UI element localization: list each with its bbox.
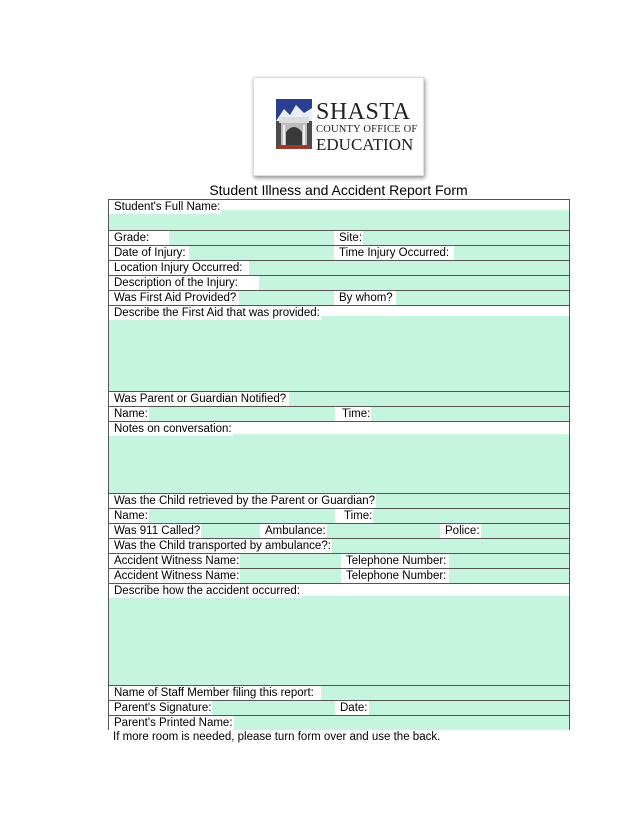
logo-wordmark bbox=[316, 100, 417, 153]
notified-time-input[interactable] bbox=[371, 407, 569, 421]
student-name-label: Student's Full Name: bbox=[109, 200, 221, 214]
witness-2-phone-label: Telephone Number: bbox=[341, 569, 447, 583]
grade-label: Grade: bbox=[109, 231, 150, 245]
parent-signature-input[interactable] bbox=[209, 701, 335, 715]
signature-date-input[interactable] bbox=[369, 701, 569, 715]
police-input[interactable] bbox=[481, 524, 569, 538]
first-aid-input[interactable] bbox=[239, 291, 335, 305]
footer-note: If more room is needed, please turn form over and use the back. bbox=[113, 731, 441, 743]
witness-2-name-input[interactable] bbox=[239, 569, 342, 583]
called-911-input[interactable] bbox=[199, 524, 263, 538]
site-label: Site: bbox=[334, 231, 363, 245]
staff-member-input[interactable] bbox=[321, 686, 569, 700]
child-retrieved-label: Was the Child retrieved by the Parent or Guardian? bbox=[109, 494, 376, 508]
transported-input[interactable] bbox=[331, 539, 569, 553]
by-whom-label: By whom? bbox=[334, 291, 394, 305]
retrieved-name-input[interactable] bbox=[149, 509, 335, 523]
witness-2-phone-input[interactable] bbox=[449, 569, 569, 583]
called-911-label: Was 911 Called? bbox=[109, 524, 201, 538]
location-input[interactable] bbox=[249, 261, 569, 275]
describe-first-aid-textarea[interactable] bbox=[109, 316, 569, 392]
police-label: Police: bbox=[440, 524, 481, 538]
witness-1-phone-label: Telephone Number: bbox=[341, 554, 447, 568]
notes-textarea[interactable] bbox=[109, 434, 569, 494]
time-injury-input[interactable] bbox=[454, 246, 569, 260]
parent-printed-name-label: Parent's Printed Name: bbox=[109, 716, 234, 730]
parent-notified-label: Was Parent or Guardian Notified? bbox=[109, 392, 287, 406]
by-whom-input[interactable] bbox=[396, 291, 569, 305]
notes-label: Notes on conversation: bbox=[109, 422, 233, 436]
notified-name-label: Name: bbox=[109, 407, 149, 421]
date-of-injury-input[interactable] bbox=[189, 246, 335, 260]
parent-notified-input[interactable] bbox=[289, 392, 569, 406]
retrieved-time-input[interactable] bbox=[371, 509, 569, 523]
child-retrieved-input[interactable] bbox=[371, 494, 569, 508]
report-form bbox=[108, 199, 570, 730]
staff-member-label: Name of Staff Member filing this report: bbox=[109, 686, 315, 700]
signature-date-label: Date: bbox=[335, 701, 369, 715]
shasta-building-logo-icon bbox=[276, 99, 312, 149]
site-input[interactable] bbox=[361, 231, 569, 245]
ambulance-input[interactable] bbox=[327, 524, 443, 538]
witness-1-phone-input[interactable] bbox=[449, 554, 569, 568]
location-label: Location Injury Occurred: bbox=[109, 261, 243, 275]
logo-line-3: EDUCATION bbox=[316, 134, 414, 154]
time-injury-label: Time Injury Occurred: bbox=[334, 246, 450, 260]
notified-time-label: Time: bbox=[337, 407, 371, 421]
witness-1-name-label: Accident Witness Name: bbox=[109, 554, 240, 568]
retrieved-time-label: Time: bbox=[339, 509, 373, 523]
ambulance-label: Ambulance: bbox=[260, 524, 327, 538]
logo-line-2: COUNTY OFFICE OF bbox=[316, 124, 418, 135]
notified-name-input[interactable] bbox=[149, 407, 335, 421]
witness-1-name-input[interactable] bbox=[239, 554, 342, 568]
logo-line-1: SHASTA bbox=[316, 99, 411, 125]
parent-printed-name-input[interactable] bbox=[231, 716, 569, 730]
describe-accident-label: Describe how the accident occurred: bbox=[109, 584, 301, 598]
grade-input[interactable] bbox=[169, 231, 335, 245]
describe-accident-textarea[interactable] bbox=[109, 596, 569, 686]
describe-first-aid-label: Describe the First Aid that was provided: bbox=[109, 306, 321, 320]
retrieved-name-label: Name: bbox=[109, 509, 149, 523]
date-of-injury-label: Date of Injury: bbox=[109, 246, 187, 260]
parent-signature-label: Parent's Signature: bbox=[109, 701, 212, 715]
form-title: Student Illness and Accident Report Form bbox=[209, 182, 468, 198]
transported-label: Was the Child transported by ambulance?: bbox=[109, 539, 332, 553]
witness-2-name-label: Accident Witness Name: bbox=[109, 569, 240, 583]
description-input[interactable] bbox=[259, 276, 569, 290]
first-aid-label: Was First Aid Provided? bbox=[109, 291, 237, 305]
description-label: Description of the Injury: bbox=[109, 276, 239, 290]
